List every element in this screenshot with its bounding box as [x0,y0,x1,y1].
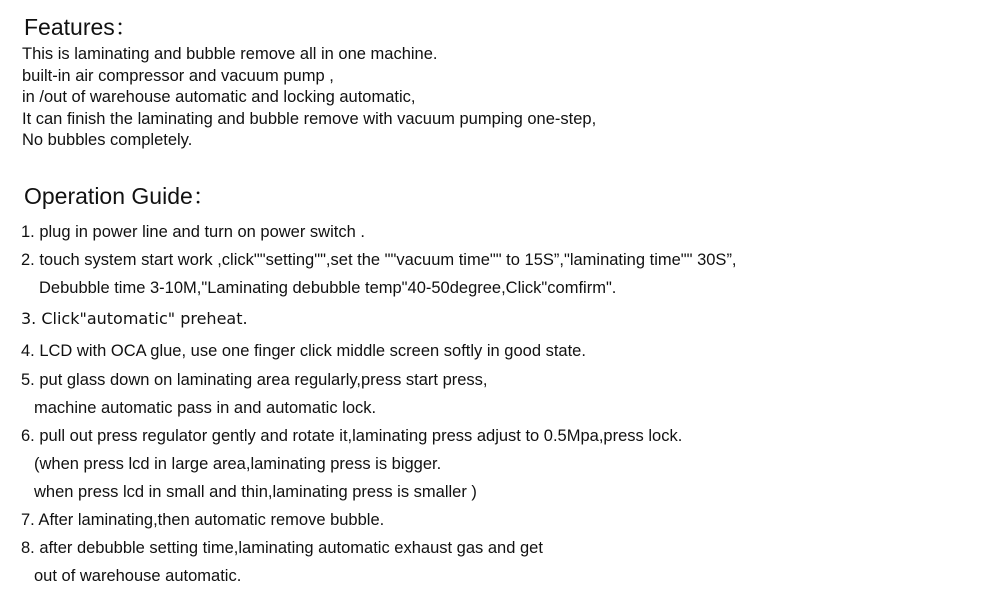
features-line: in /out of warehouse automatic and locking automatic, [22,88,416,107]
guide-step-5-continued: machine automatic pass in and automatic lock. [34,399,377,417]
features-line: No bubbles completely. [22,131,193,150]
features-heading: Features： [24,14,138,40]
guide-step-2: 2. touch system start work ,click""setting"",set the ""vacuum time"" to 15S”,"laminating time"" 30S”, [21,251,737,269]
guide-step-8-continued: out of warehouse automatic. [34,567,242,585]
guide-step-3: 3. Click"automatic" preheat. [21,309,248,328]
guide-step-7: 7. After laminating,then automatic remove bubble. [21,511,385,529]
operation-guide-heading: Operation Guide： [24,183,216,209]
features-list [22,44,596,152]
guide-step-6: 6. pull out press regulator gently and rotate it,laminating press adjust to 0.5Mpa,press lock. [21,427,683,445]
guide-step-2-continued: Debubble time 3-10M,"Laminating debubble temp"40-50degree,Click"comfirm". [39,279,617,297]
guide-step-5: 5. put glass down on laminating area regularly,press start press, [21,371,488,389]
guide-step-4: 4. LCD with OCA glue, use one finger click middle screen softly in good state. [21,342,586,360]
features-line: built-in air compressor and vacuum pump , [22,66,334,85]
features-line: It can finish the laminating and bubble remove with vacuum pumping one-step, [22,109,597,128]
guide-step-1: 1. plug in power line and turn on power switch . [21,223,365,241]
guide-step-8: 8. after debubble setting time,laminating automatic exhaust gas and get [21,539,543,557]
guide-step-6-note-1: (when press lcd in large area,laminating press is bigger. [34,455,442,473]
features-line: This is laminating and bubble remove all in one machine. [22,45,438,63]
guide-step-6-note-2: when press lcd in small and thin,laminating press is smaller ) [34,483,477,501]
